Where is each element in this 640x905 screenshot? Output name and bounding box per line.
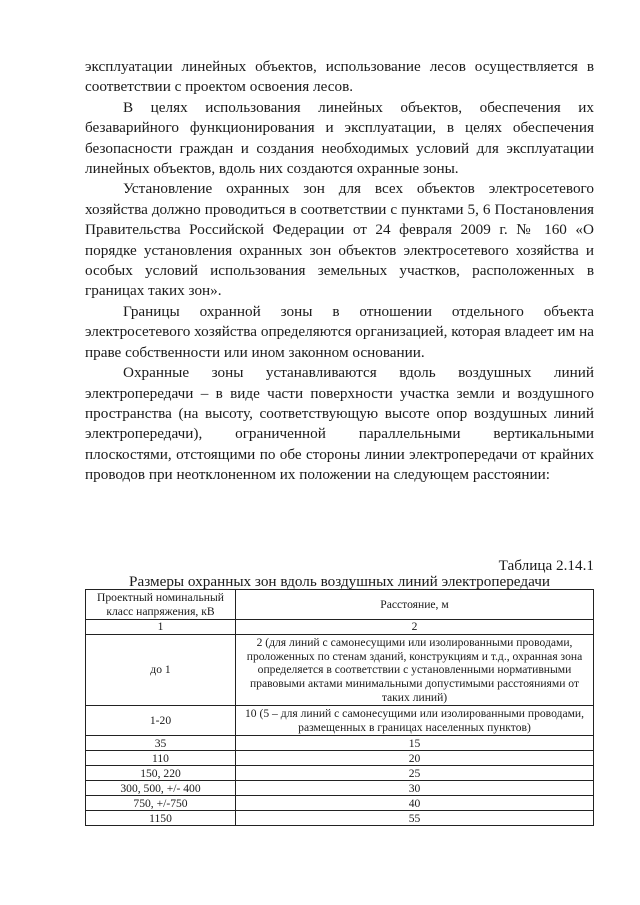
paragraph-4: Границы охранной зоны в отношении отдельного объекта электросетевого хозяйства определяются организацией, которая владеет им на праве собственности или ином законном основании.: [85, 302, 594, 361]
table-row: [86, 751, 594, 766]
numbering-cell: 1: [86, 620, 236, 635]
voltage-cell: до 1: [86, 635, 236, 706]
distance-cell: 10 (5 – для линий с самонесущими или изолированными проводами, размещенных в границах населенных пунктов): [236, 706, 594, 736]
table-numbering-row: [86, 620, 594, 635]
distance-cell: 55: [236, 811, 594, 826]
table-row: [86, 811, 594, 826]
distance-cell: 20: [236, 751, 594, 766]
table-header-row: [86, 590, 594, 620]
paragraph-3: Установление охранных зон для всех объектов электросетевого хозяйства должно проводиться в соответствии с пунктами 5, 6 Постановления Правительства Российской Федерации от 24 февраля 2009 г. № 160 «О порядке установления охранных зон объектов электросетевого хозяйства и особых условий использования земельных участков, расположенных в границах таких зон».: [85, 180, 594, 300]
table-row: [86, 766, 594, 781]
table-caption: Таблица 2.14.1: [498, 557, 594, 574]
paragraph-1: эксплуатации линейных объектов, использование лесов осуществляется в соответствии с проектом освоения лесов.: [85, 58, 594, 96]
voltage-cell: 750, +/-750: [86, 796, 236, 811]
voltage-cell: 110: [86, 751, 236, 766]
voltage-cell: 35: [86, 736, 236, 751]
paragraph-5: Охранные зоны устанавливаются вдоль воздушных линий электропередачи – в виде части поверхности участка земли и воздушного пространства (на высоту, соответствующую высоте опор воздушных линий электропередачи), ограниченной параллельными вертикальными плоскостями, отстоящими по обе стороны линии электропередачи от крайних проводов при неотклоненном их положении на следующем расстоянии:: [85, 364, 594, 484]
distance-cell: 40: [236, 796, 594, 811]
document-page: [85, 57, 594, 825]
table-row: [86, 781, 594, 796]
table-row: [86, 706, 594, 736]
voltage-cell: 1150: [86, 811, 236, 826]
distance-cell: 15: [236, 736, 594, 751]
distance-cell: 25: [236, 766, 594, 781]
voltage-cell: 150, 220: [86, 766, 236, 781]
header-voltage: Проектный номинальный класс напряжения, кВ: [86, 590, 236, 620]
protection-zones-table: [85, 589, 594, 826]
distance-cell: 30: [236, 781, 594, 796]
table-row: [86, 635, 594, 706]
distance-cell: 2 (для линий с самонесущими или изолированными проводами, проложенных по стенам зданий, конструкциям и т.д., охранная зона определяется в соответствии с установленными нормативными правовыми актами минимальными допустимыми расстояниями от таких линий): [236, 635, 594, 706]
table-row: [86, 796, 594, 811]
table-title: Размеры охранных зон вдоль воздушных линий электропередачи: [129, 573, 550, 590]
voltage-cell: 1-20: [86, 706, 236, 736]
voltage-cell: 300, 500, +/- 400: [86, 781, 236, 796]
header-distance: Расстояние, м: [236, 590, 594, 620]
body-text: [85, 57, 594, 486]
numbering-cell: 2: [236, 620, 594, 635]
paragraph-2: В целях использования линейных объектов, обеспечения их безаварийного функционирования и эксплуатации, в целях обеспечения безопасности граждан и создания необходимых условий для эксплуатации линейных объектов, вдоль них создаются охранные зоны.: [85, 98, 594, 178]
table-row: [86, 736, 594, 751]
